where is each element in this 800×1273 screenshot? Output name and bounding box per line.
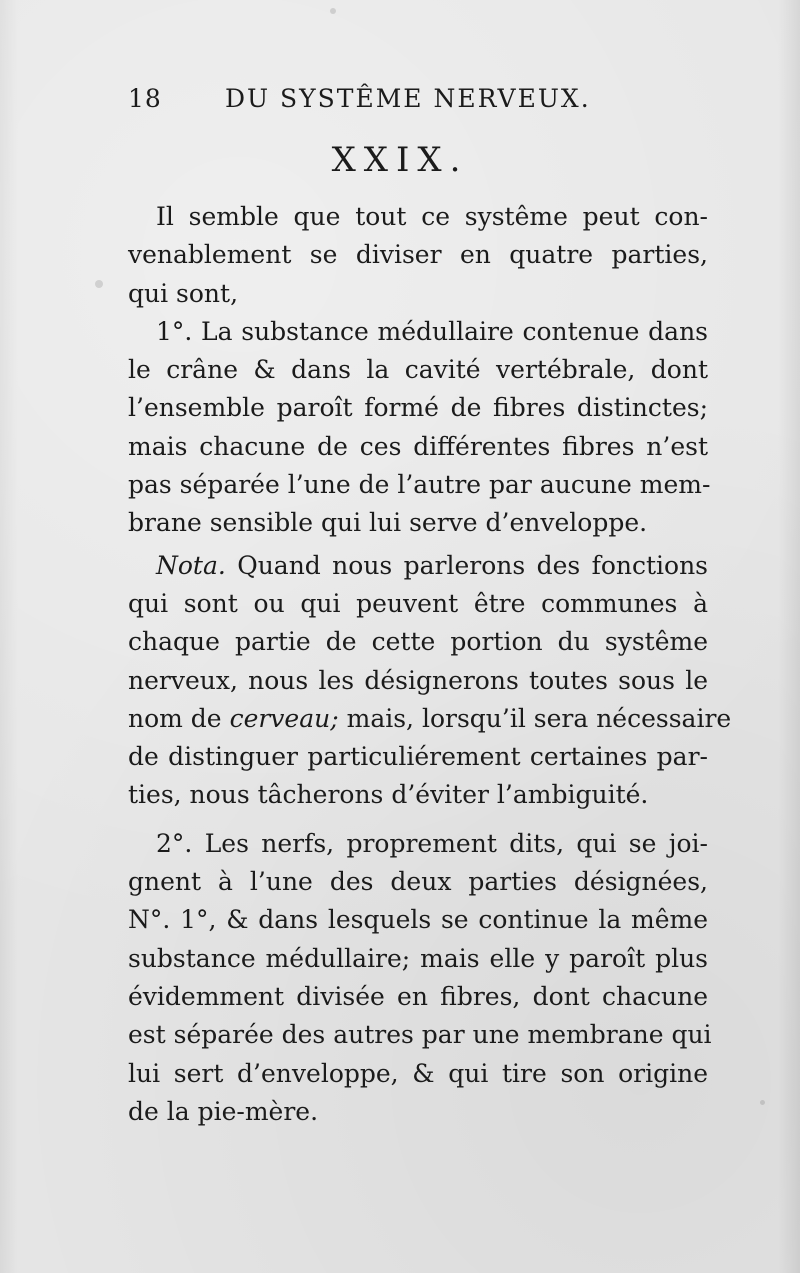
text-line: 2°. Les nerfs, proprement dits, qui se joi-	[156, 828, 708, 858]
text-line: venablement se diviser en quatre parties,	[128, 240, 708, 270]
body-text	[128, 198, 732, 1131]
text-line: est séparée des autres par une membrane qui	[128, 1020, 712, 1050]
nota-text: Quand nous parlerons des fonctions	[237, 550, 708, 580]
text-line: évidemment divisée en fibres, dont chacune	[128, 981, 708, 1011]
text-line: le crâne & dans la cavité vertébrale, dont	[128, 355, 708, 385]
text-line: N°. 1°, & dans lesquels se continue la même	[128, 905, 708, 935]
text-line: qui sont,	[128, 278, 239, 308]
text-line: qui sont ou qui peuvent être communes à	[128, 588, 708, 618]
section-heading: XXIX.	[331, 140, 469, 180]
text-line: de distinguer particuliérement certaines par-	[128, 742, 708, 772]
paragraph-4	[128, 825, 712, 1131]
paragraph-nota	[128, 547, 732, 815]
page-number: 18	[128, 84, 162, 113]
text-line: l’ensemble paroît formé de fibres distinctes;	[128, 393, 708, 423]
paragraph-1	[128, 198, 708, 313]
text-line: gnent à l’une des deux parties désignées,	[128, 867, 708, 897]
nota-label: Nota.	[156, 550, 226, 580]
paper-speck	[330, 8, 336, 14]
running-title: DU SYSTÊME NERVEUX.	[224, 84, 591, 113]
running-head	[128, 84, 628, 113]
paper-speck	[760, 1100, 765, 1105]
text-line	[128, 700, 732, 738]
text-line: ties, nous tâcherons d’éviter l’ambiguité.	[128, 780, 649, 810]
text-line: de la pie-mère.	[128, 1096, 319, 1126]
nom-de-text: nom de	[128, 703, 222, 733]
text-line: Il semble que tout ce systême peut con-	[156, 202, 708, 231]
cerveau-term: cerveau;	[229, 703, 339, 733]
paragraph-gap	[128, 815, 708, 825]
text-line: nerveux, nous les désignerons toutes sous le	[128, 665, 708, 695]
text-line: mais chacune de ces différentes fibres n’est	[128, 431, 708, 461]
text-line: lui sert d’enveloppe, & qui tire son origine	[128, 1058, 708, 1088]
text-line: chaque partie de cette portion du systême	[128, 627, 708, 657]
paper-speck	[95, 280, 103, 288]
paragraph-2	[128, 313, 711, 543]
text-line: 1°. La substance médullaire contenue dans	[156, 316, 708, 346]
text-line: substance médullaire; mais elle y paroît plus	[128, 943, 708, 973]
nota-continuation: mais, lorsqu’il sera nécessaire	[346, 703, 732, 733]
text-line	[128, 547, 708, 585]
text-line: brane sensible qui lui serve d’enveloppe.	[128, 508, 648, 538]
text-line: pas séparée l’une de l’autre par aucune mem-	[128, 470, 711, 500]
